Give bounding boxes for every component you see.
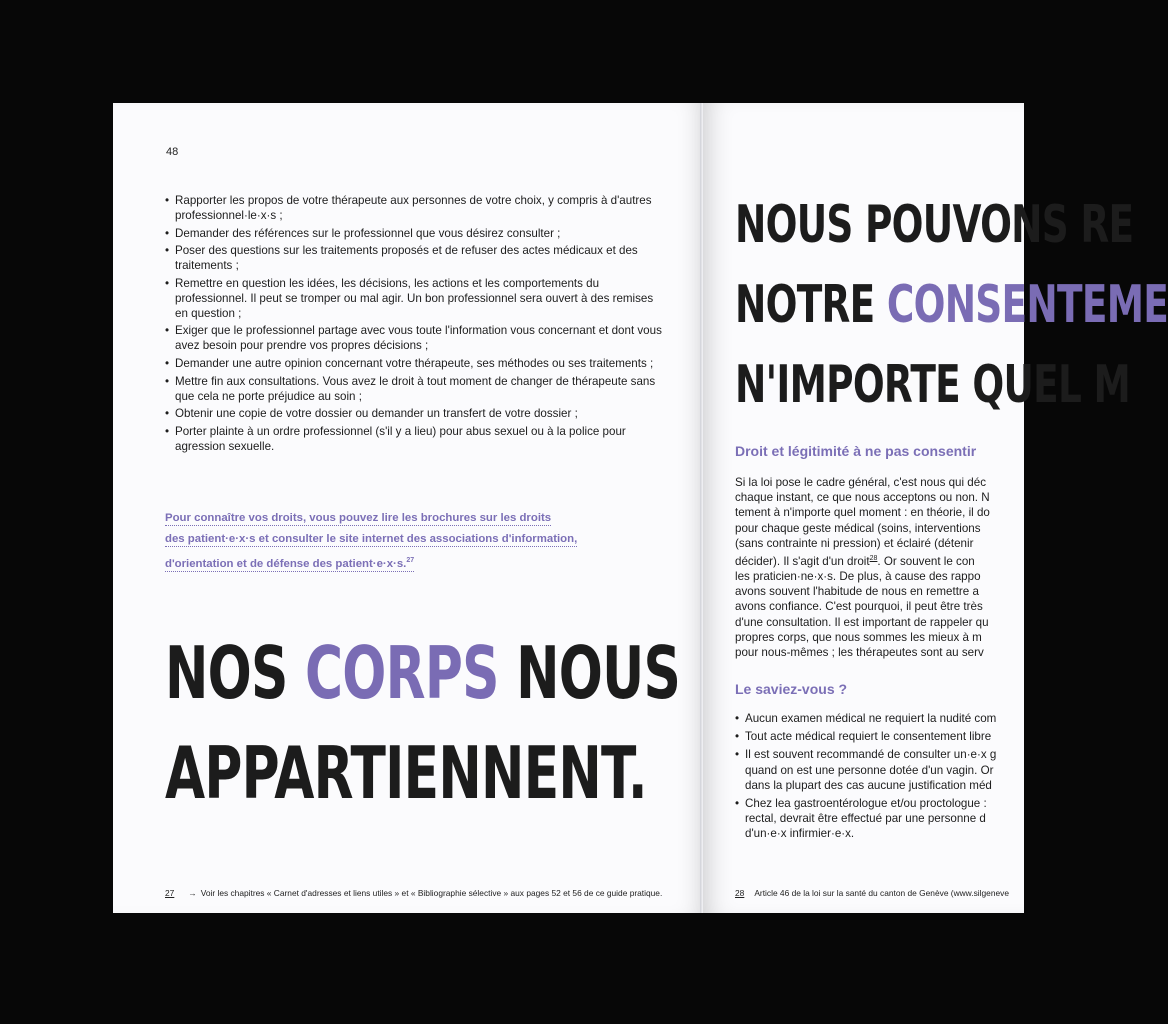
facts-list xyxy=(735,711,1035,845)
list-item: • Exiger que le professionnel partage avec vous toute l'information vous concernant et dont vous avez besoin pour prendre vos propres décisions ; xyxy=(165,323,665,353)
footnote-ref-28[interactable]: 28 xyxy=(869,555,878,563)
footnote-ref-27[interactable]: 27 xyxy=(406,557,415,564)
list-item: • Porter plainte à un ordre professionnel (s'il y a lieu) pour abus sexuel ou à la police pour agression sexuelle. xyxy=(165,424,665,454)
callout-line: des patient·e·x·s et consulter le site internet des associations d'information, xyxy=(165,533,578,545)
list-item: • Chez lea gastroentérologue et/ou proctologue : rectal, devrait être effectué par une personne d d'un·e·x infirmier·e·x. xyxy=(735,796,1035,842)
list-item: • Demander des références sur le professionnel que vous désirez consulter ; xyxy=(165,226,665,241)
list-item: • Mettre fin aux consultations. Vous avez le droit à tout moment de changer de thérapeute sans que cela ne porte préjudice au soin ; xyxy=(165,374,665,404)
headline-accent-word: CORPS xyxy=(304,631,499,715)
footnote-text: Voir les chapitres « Carnet d'adresses et liens utiles » et « Bibliographie sélective » aux pages 52 et 56 de ce guide pratique. xyxy=(200,888,663,898)
rights-callout xyxy=(165,508,635,575)
section-title: Le saviez-vous ? xyxy=(735,681,848,697)
section-title: Droit et légitimité à ne pas consentir xyxy=(735,443,977,459)
footnote-27 xyxy=(165,888,662,898)
list-item: • Remettre en question les idées, les décisions, les actions et les comportements du professionnel. Il peut se tromper ou mal agir. Un bon professionnel sera ouvert à des remises en question ; xyxy=(165,276,665,321)
headline-right: NOUS POUVONS RE NOTRE CONSENTEME N'IMPORTE QUEL M xyxy=(735,195,1168,415)
list-item: • Tout acte médical requiert le consentement libre xyxy=(735,729,1035,744)
body-paragraph: Si la loi pose le cadre général, c'est nous qui déc chaque instant, ce que nous acceptons ou non. N tement à n'importe quel moment : en théorie, il do pour chaque geste médical (soins, interventions (sans contrainte ni pression) et éclairé (détenir décider). Il s'agit d'un droit$^{28}$. Or souvent le con les praticien·ne·x·s. De plus, à cause des rappo avons souvent l'habitude de nous en remettre a avons confiance. C'est pourquoi, il peut être très d'une consultation. Il est important de rappeler qu propres corps, que nous sommes les mieux à m pour nous-mêmes ; les thérapeutes sont au serv xyxy=(735,476,990,660)
left-page xyxy=(113,103,703,913)
list-item: • Aucun examen médical ne requiert la nudité com xyxy=(735,711,1035,726)
list-item: • Demander une autre opinion concernant votre thérapeute, ses méthodes ou ses traitements ; xyxy=(165,356,665,371)
list-item: • Obtenir une copie de votre dossier ou demander un transfert de votre dossier ; xyxy=(165,406,665,421)
rights-list xyxy=(165,193,665,456)
right-page xyxy=(703,103,1168,913)
footnote-text: Article 46 de la loi sur la santé du canton de Genève (www.silgeneve xyxy=(754,888,1009,898)
footnote-number: 27 xyxy=(165,888,175,898)
headline-left: NOS CORPS NOUS APPARTIENNENT. xyxy=(165,631,681,815)
list-item: • Poser des questions sur les traitements proposés et de refuser des actes médicaux et des traitements ; xyxy=(165,243,665,273)
list-item: • Il est souvent recommandé de consulter un·e·x g quand on est une personne dotée d'un vagin. Or dans la plupart des cas aucune justification méd xyxy=(735,747,1035,793)
callout-line: d'orientation et de défense des patient·e·x·s.$^{27}$ xyxy=(165,557,415,570)
page-number: 48 xyxy=(166,146,179,158)
footnote-28 xyxy=(735,888,1009,898)
list-item: • Rapporter les propos de votre thérapeute aux personnes de votre choix, y compris à d'autres professionnel·le·x·s ; xyxy=(165,193,665,223)
footnote-number: 28 xyxy=(735,888,745,898)
callout-line: Pour connaître vos droits, vous pouvez lire les brochures sur les droits xyxy=(165,512,552,524)
arrow-right-icon: → xyxy=(188,888,197,898)
headline-accent-word: CONSENTEME xyxy=(886,275,1168,335)
